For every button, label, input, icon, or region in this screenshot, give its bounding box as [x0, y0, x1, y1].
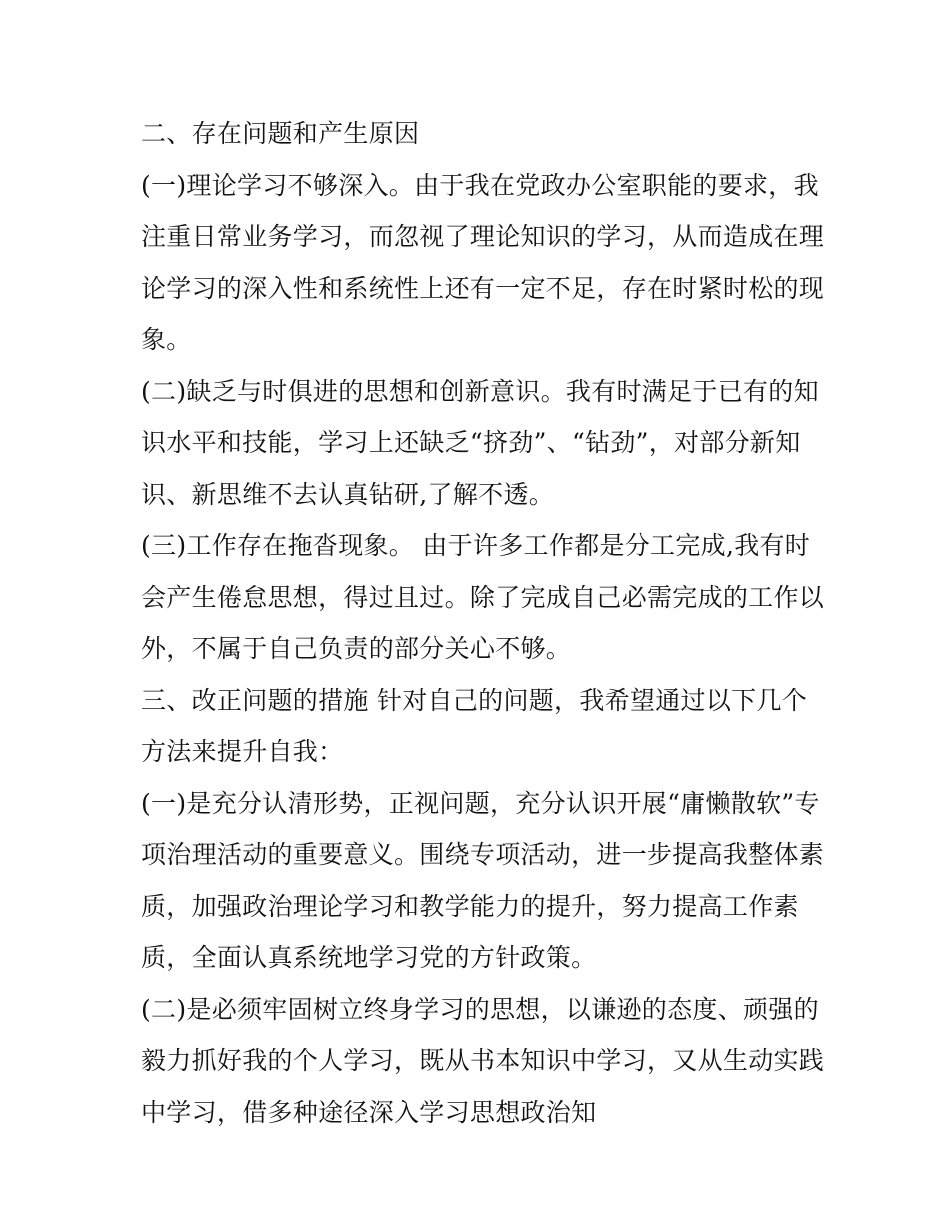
text-line: (三)工作存在拖沓现象。 由于许多工作都是分工完成,我有时	[141, 531, 811, 560]
text-line: 项治理活动的重要意义。围绕专项活动，进一步提高我整体素	[141, 840, 825, 869]
section-heading-measures: 三、改正问题的措施 针对自己的问题，我希望通过以下几个	[141, 685, 808, 715]
section-heading-problems: 二、存在问题和产生原因	[141, 119, 420, 148]
text-line: 质，加强政治理论学习和教学能力的提升，努力提高工作素	[141, 891, 799, 921]
text-line: 质，全面认真系统地学习党的方针政策。	[141, 943, 597, 972]
text-line: 识、新思维不去认真钻研,了解不透。	[141, 479, 555, 509]
text-line: 识水平和技能，学习上还缺乏“挤劲”、“钻劲”，对部分新知	[141, 428, 801, 457]
document-body	[141, 108, 825, 1138]
text-line: (一)理论学习不够深入。由于我在党政办公室职能的要求，我	[141, 170, 819, 200]
text-line: 中学习，借多种途径深入学习思想政治知	[141, 1097, 597, 1127]
text-line: 注重日常业务学习，而忽视了理论知识的学习，从而造成在理	[141, 222, 825, 251]
text-line: (一)是充分认清形势，正视问题，充分认识开展“庸懒散软”专	[141, 788, 820, 818]
text-line: (二)是必须牢固树立终身学习的思想，以谦逊的态度、顽强的	[141, 994, 819, 1024]
text-line: 外，不属于自己负责的部分关心不够。	[141, 634, 572, 663]
text-line: (二)缺乏与时俱进的思想和创新意识。我有时满足于已有的知	[141, 376, 819, 406]
text-line: 会产生倦怠思想，得过且过。除了完成自己必需完成的工作以	[141, 582, 825, 612]
text-line: 毅力抓好我的个人学习，既从书本知识中学习，又从生动实践	[141, 1046, 825, 1075]
text-line: 方法来提升自我：	[141, 737, 344, 766]
text-line: 论学习的深入性和系统性上还有一定不足，存在时紧时松的现	[141, 273, 825, 303]
text-line: 象。	[141, 325, 192, 354]
